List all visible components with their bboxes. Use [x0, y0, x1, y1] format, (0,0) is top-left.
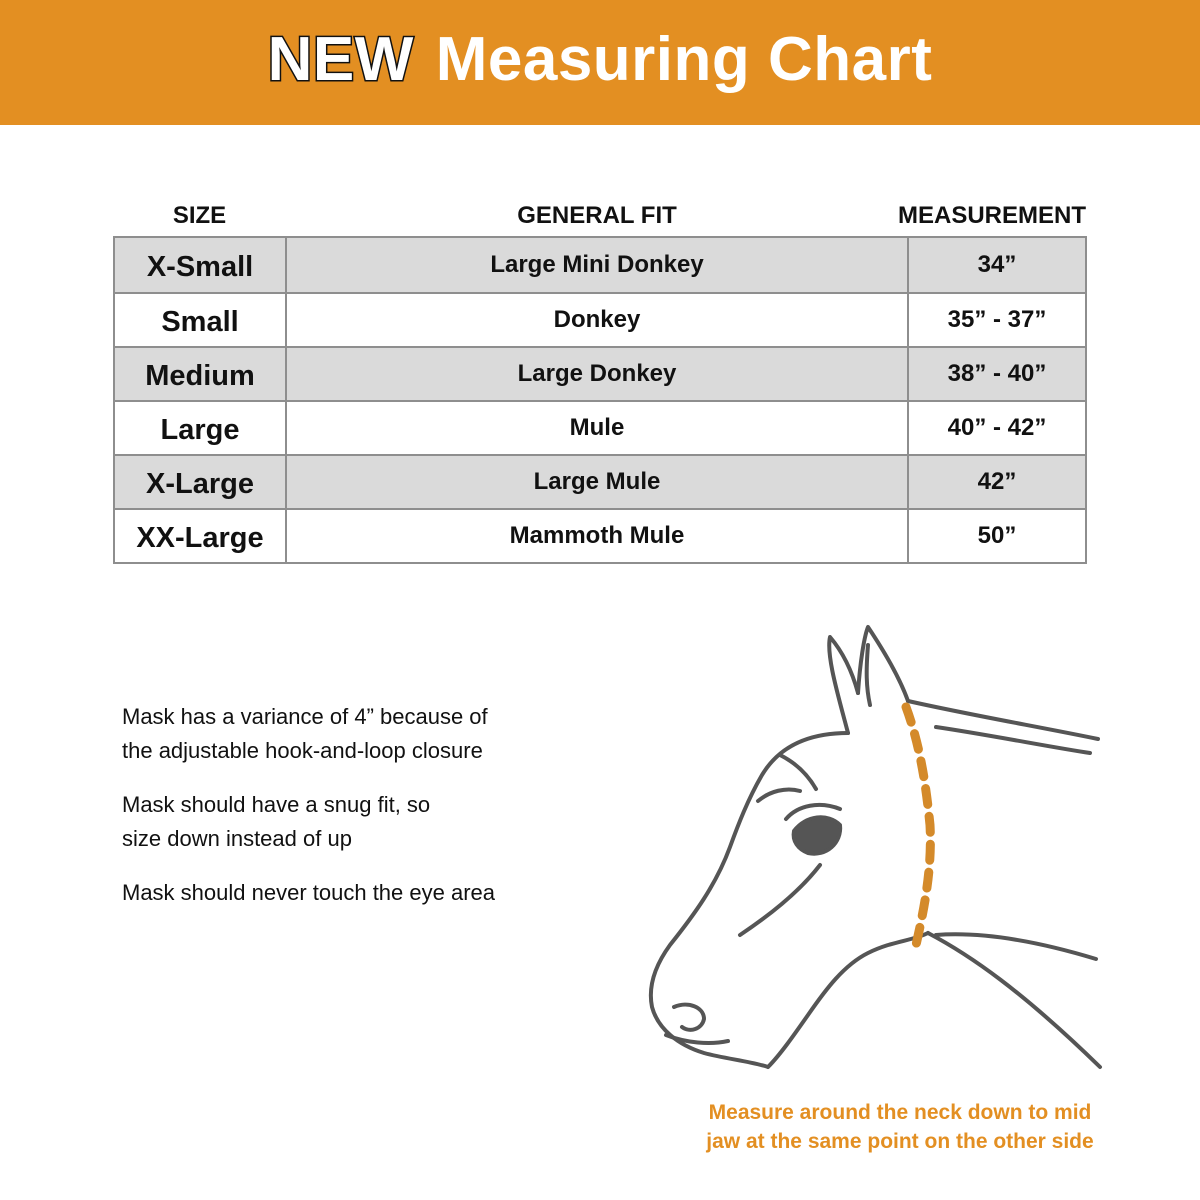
horse-nostril — [674, 1005, 704, 1030]
fit-cell: Large Mule — [287, 456, 909, 508]
size-cell: X-Small — [115, 238, 287, 292]
note-snug-fit: Mask should have a snug fit, so size down instead of up — [122, 792, 431, 851]
measurement-cell: 35” - 37” — [947, 306, 1047, 333]
table-row — [115, 346, 1085, 400]
horse-mane-line — [908, 701, 1098, 739]
new-label: NEW — [267, 24, 414, 94]
horse-cheek — [740, 865, 820, 935]
measurement-cell: 40” - 42” — [947, 414, 1047, 441]
horse-head-illustration — [630, 615, 1130, 1095]
fit-cell: Large Donkey — [287, 348, 909, 400]
size-cell: XX-Large — [115, 510, 287, 562]
size-table — [113, 236, 1087, 564]
horse-neck-bottom — [936, 934, 1096, 959]
size-cell: Small — [115, 294, 287, 346]
table-row — [115, 292, 1085, 346]
table-row — [115, 508, 1085, 562]
measurement-cell: 50” — [977, 522, 1017, 549]
table-row — [115, 400, 1085, 454]
horse-ear-inner — [867, 645, 870, 705]
size-cell: X-Large — [115, 456, 287, 508]
measuring-guide-line — [906, 707, 930, 945]
fit-cell: Large Mini Donkey — [287, 238, 909, 292]
horse-face-outline — [651, 733, 848, 1067]
note-variance: Mask has a variance of 4” because of the adjustable hook-and-loop closure — [122, 704, 488, 763]
title-text: Measuring Chart — [435, 24, 933, 94]
column-header-size: SIZE — [172, 202, 227, 229]
measurement-cell: 34” — [977, 251, 1017, 278]
horse-forelock — [780, 755, 816, 789]
horse-jaw — [768, 933, 928, 1067]
horse-mouth — [666, 1035, 728, 1043]
table-row — [115, 238, 1085, 292]
horse-ear-left — [829, 637, 858, 733]
measuring-caption: Measure around the neck down to mid jaw at the same point on the other side — [706, 1101, 1094, 1153]
column-header-measurement: MEASUREMENT — [897, 202, 1086, 229]
note-eye-area: Mask should never touch the eye area — [122, 880, 496, 905]
header-banner — [0, 0, 1200, 125]
measurement-cell: 42” — [977, 468, 1017, 495]
size-cell: Large — [115, 402, 287, 454]
size-cell: Medium — [115, 348, 287, 400]
horse-forelock-2 — [758, 789, 800, 801]
fit-notes — [122, 700, 622, 930]
horse-eye — [794, 817, 841, 853]
table-row — [115, 454, 1085, 508]
fit-cell: Mule — [287, 402, 909, 454]
page-title — [267, 24, 933, 94]
column-header-general-fit: GENERAL FIT — [517, 202, 677, 229]
fit-cell: Mammoth Mule — [287, 510, 909, 562]
measurement-cell: 38” - 40” — [947, 360, 1047, 387]
fit-cell: Donkey — [287, 294, 909, 346]
